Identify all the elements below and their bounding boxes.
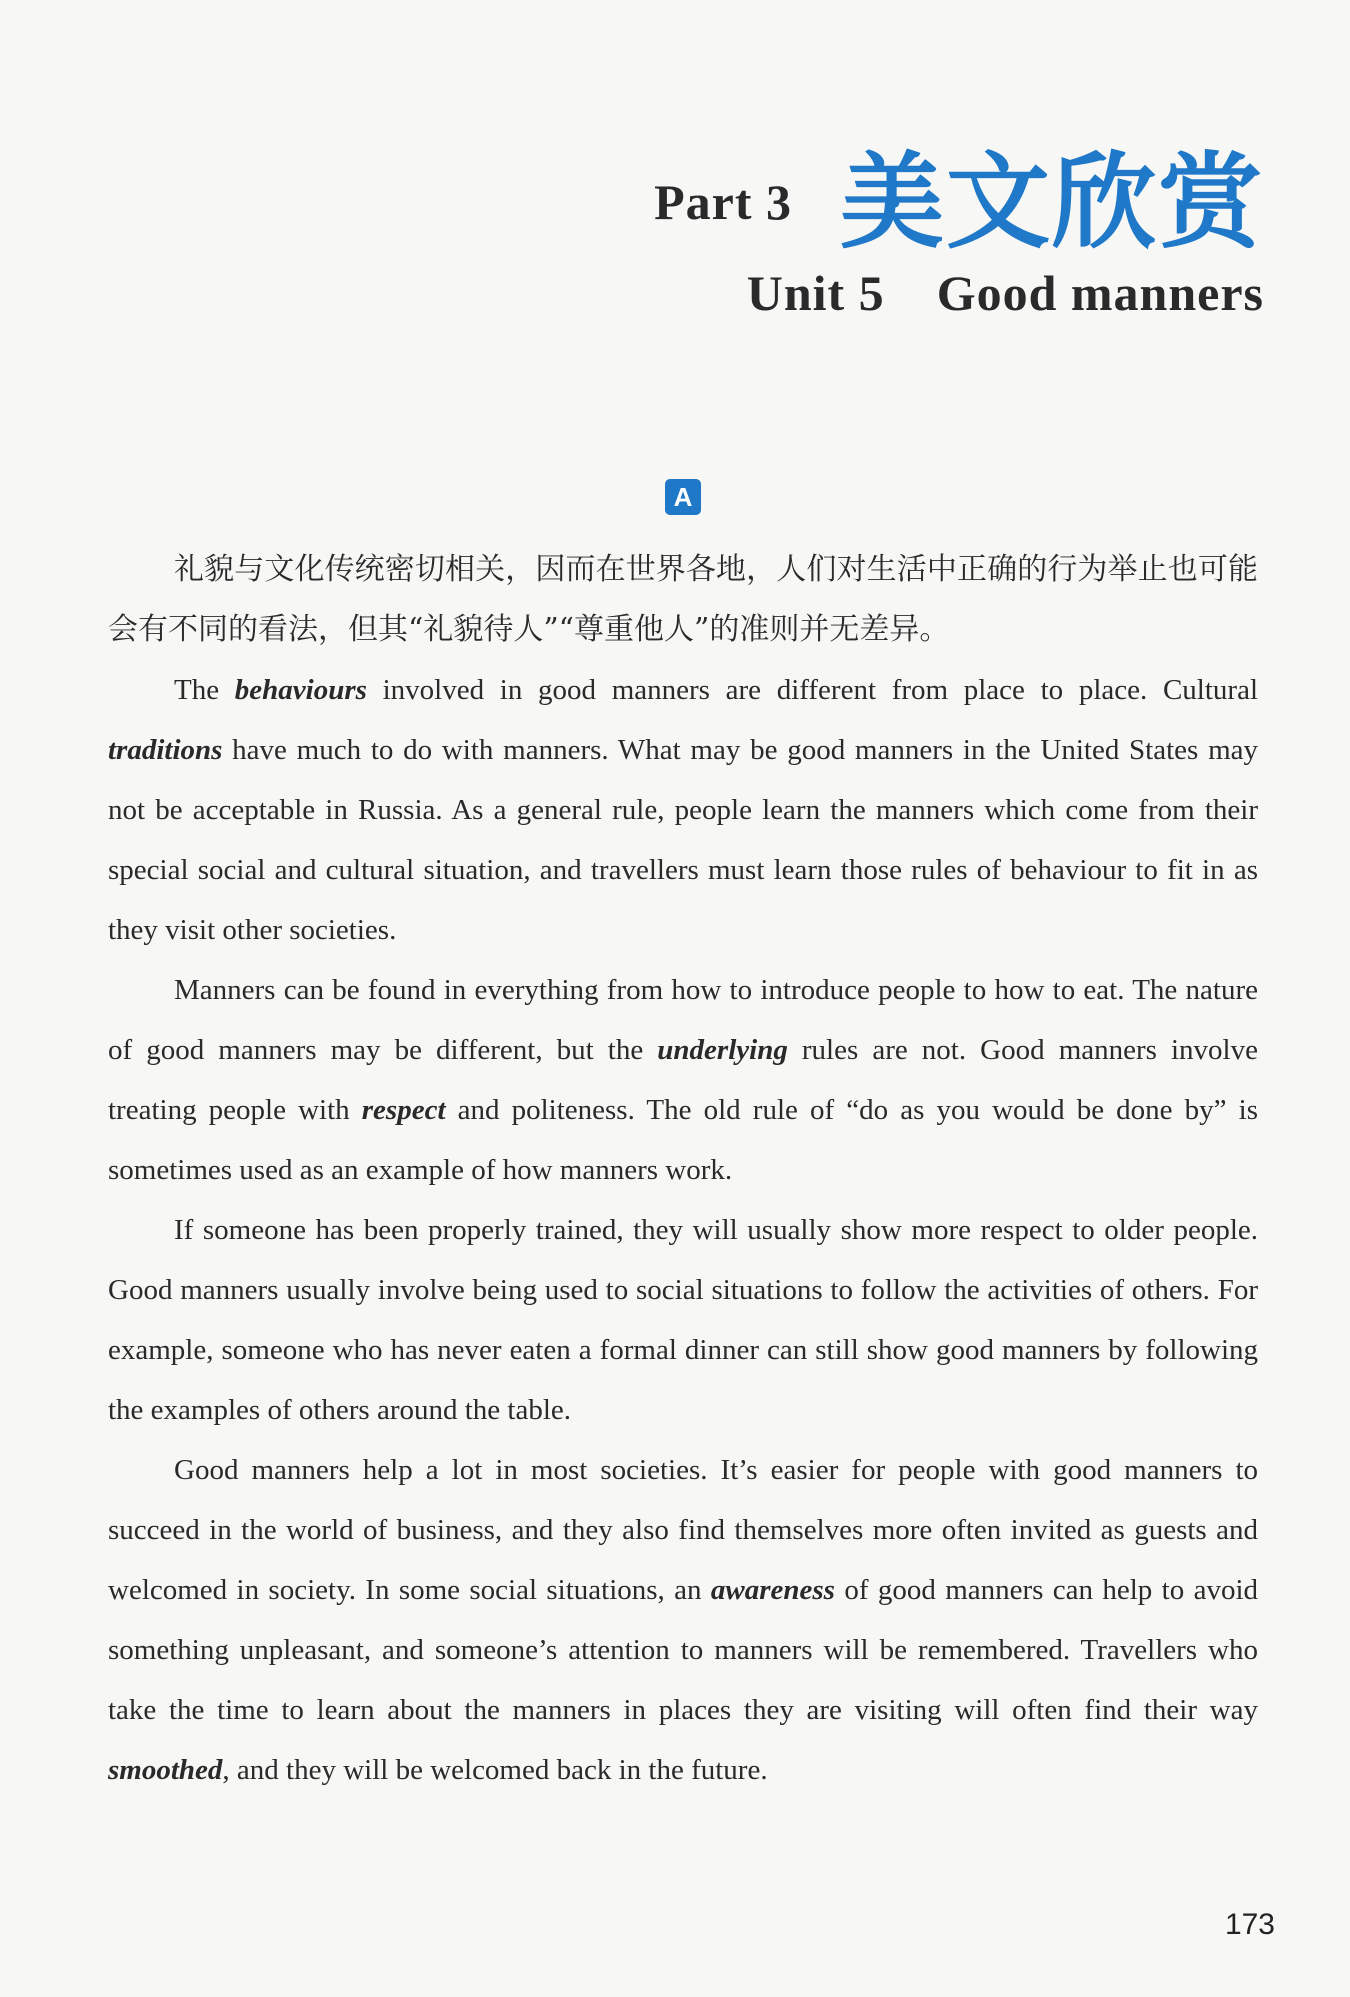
paragraph-text: involved in good manners are different from place to place. Cultural: [366, 674, 1258, 706]
article-body: [108, 660, 1258, 1800]
keyword-behaviours: behaviours: [234, 674, 367, 706]
paragraph-4: [108, 1440, 1258, 1800]
unit-title: [654, 264, 1264, 322]
unit-number: Unit 5: [746, 265, 885, 321]
chinese-intro: 礼貌与文化传统密切相关，因而在世界各地，人们对生活中正确的行为举止也可能会有不同的看法，但其“礼貌待人”“尊重他人”的准则并无差异。: [108, 552, 1258, 647]
keyword-traditions: traditions: [108, 734, 223, 766]
paragraph-text: rules are not. Good manners involve treating people with: [108, 1034, 1258, 1126]
page-number: 173: [1224, 1908, 1275, 1941]
paragraph-text: The: [174, 674, 235, 706]
paragraph-text: of good manners can help to avoid something unpleasant, and someone’s attention to manners will be remembered. Travellers who take the time to learn about the manners in places they are visiting will often find their way: [108, 1574, 1259, 1726]
paragraph-2: [108, 960, 1258, 1200]
paragraph-text: If someone has been properly trained, they will usually show more respect to older people. Good manners usually involve being used to social situations to follow the activities of others. For example, someone who has never eaten a formal dinner can still show good manners by following the examples of others around the table.: [108, 1214, 1258, 1426]
part-title-cn: 美文欣赏: [839, 141, 1264, 263]
keyword-underlying: underlying: [657, 1034, 788, 1066]
paragraph-text: have much to do with manners. What may be good manners in the United States may not be acceptable in Russia. As a general rule, people learn the manners which come from their special social and cultural situation, and travellers must learn those rules of behaviour to fit in as they visit other societies.: [108, 734, 1258, 946]
part-heading: [654, 141, 1264, 263]
paragraph-3: [108, 1200, 1258, 1440]
paragraph-1: [108, 660, 1258, 960]
keyword-smoothed: smoothed: [108, 1754, 223, 1786]
paragraph-text: and politeness. The old rule of “do as you would be done by” is sometimes used as an example of how manners work.: [108, 1094, 1258, 1186]
unit-name: Good manners: [936, 265, 1264, 321]
paragraph-text: Good manners help a lot in most societies. It’s easier for people with good manners to succeed in the world of business, and they also find themselves more often invited as guests and welcomed in society. In some social situations, an: [108, 1454, 1258, 1606]
keyword-awareness: awareness: [710, 1574, 835, 1606]
paragraph-text: , and they will be welcomed back in the future.: [222, 1754, 768, 1786]
section-badge: A: [665, 479, 701, 515]
part-label: Part 3: [654, 174, 792, 230]
page-header: [654, 141, 1264, 322]
keyword-respect: respect: [361, 1094, 446, 1126]
paragraph-text: Manners can be found in everything from how to introduce people to how to eat. The nature of good manners may be different, but the: [108, 974, 1258, 1066]
